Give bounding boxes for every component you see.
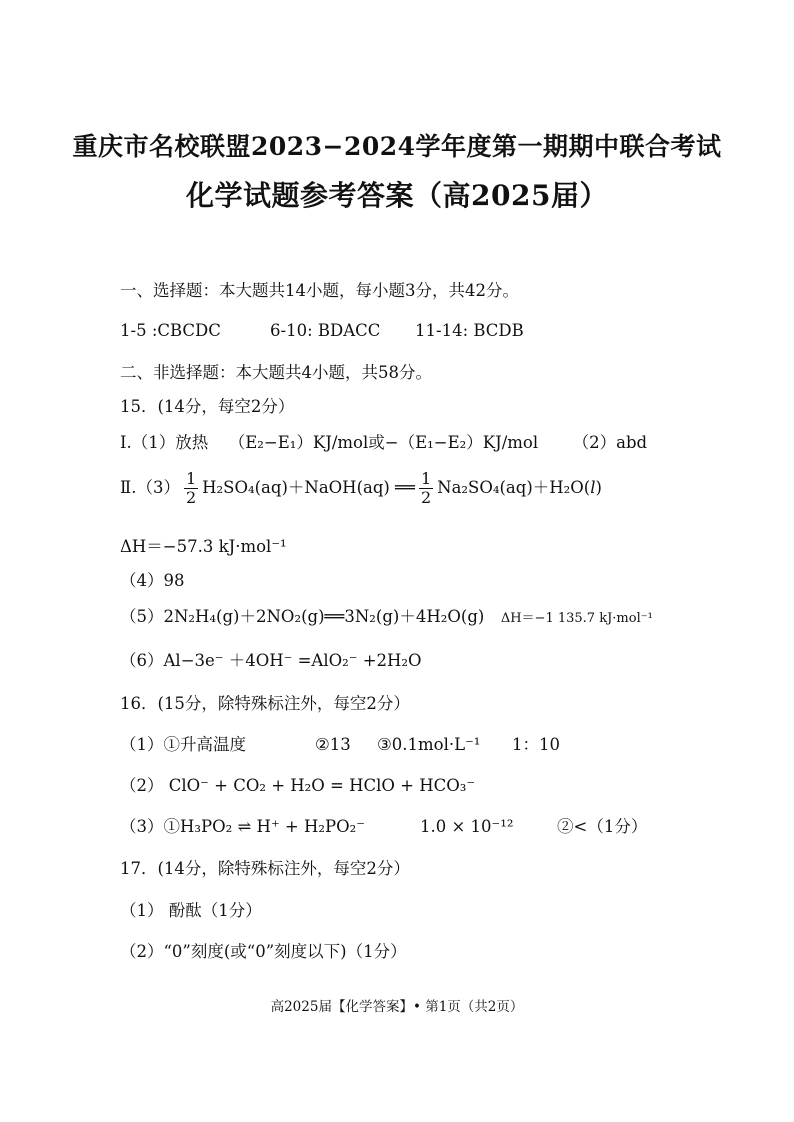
section1-heading: 一、选择题：本大题共14小题，每小题3分，共42分。: [120, 281, 519, 300]
equation-close-paren: ): [595, 478, 602, 497]
fraction-half: [184, 470, 198, 507]
answers-11-14: 11-14: BCDB: [415, 321, 524, 340]
section2-heading: 二、非选择题：本大题共4小题，共58分。: [120, 363, 432, 382]
q15-sub6: （6）Al−3e⁻ ＋4OH⁻ =AlO₂⁻ +2H₂O: [120, 651, 422, 670]
page-footer: 高2025届【化学答案】• 第1页（共2页）: [270, 999, 524, 1015]
q16-sub1: [120, 734, 560, 756]
q16-sub3-compare: ②<（1分）: [557, 817, 648, 836]
multiple-choice-answers: [120, 320, 524, 342]
q16-sub1-c: ③0.1mol·L⁻¹: [377, 735, 481, 754]
q15-or: 或: [368, 433, 385, 452]
q16-sub2: （2） ClO⁻ + CO₂ + H₂O = HClO + HCO₃⁻: [120, 776, 476, 795]
q15-sub5-equation: （5）2N₂H₄(g)＋2NO₂(g)══3N₂(g)＋4H₂O(g): [120, 607, 485, 626]
liquid-state-symbol: l: [590, 478, 596, 497]
q15-sub5-enthalpy: ΔH＝−1 135.7 kJ·mol⁻¹: [500, 611, 653, 626]
q16-sub1-b: ②13: [315, 735, 351, 754]
q17-sub1: （1） 酚酞（1分）: [120, 901, 262, 920]
q15-heading: 15．(14分，每空2分）: [120, 397, 295, 416]
q15-part2-equation: [120, 470, 602, 507]
q15-sub2: （2）abd: [572, 433, 648, 452]
q15-enthalpy: ΔH＝−57.3 kJ·mol⁻¹: [120, 537, 287, 556]
q16-sub1-d: 1：10: [512, 735, 560, 754]
equation-left-side: H₂SO₄(aq)＋NaOH(aq) ══: [202, 478, 415, 497]
q15-part1-prefix: Ⅰ.（1）放热: [120, 433, 209, 452]
equation-right-side: Na₂SO₄(aq)＋H₂O(: [437, 478, 591, 497]
fraction-denominator: 2: [185, 488, 197, 507]
fraction-numerator: 1: [420, 469, 432, 488]
answer-key-title: 化学试题参考答案（高2025届）: [186, 179, 608, 212]
q17-sub2: （2）“0”刻度(或“0”刻度以下)（1分）: [120, 942, 407, 961]
q15-answer-a: （E₂−E₁）KJ/mol: [228, 433, 369, 452]
q15-sub4: （4）98: [120, 571, 185, 590]
q16-heading: 16．(15分，除特殊标注外，每空2分）: [120, 694, 410, 713]
q15-sub5: [120, 606, 653, 630]
q16-sub1-a: （1）①升高温度: [120, 735, 246, 754]
q15-answer-b: −（E₁−E₂）KJ/mol: [384, 433, 539, 452]
q16-sub3-constant: 1.0 × 10⁻¹²: [420, 817, 514, 836]
fraction-denominator: 2: [420, 488, 432, 507]
fraction-numerator: 1: [185, 469, 197, 488]
q15-part1: [120, 432, 647, 454]
answers-1-5: 1-5 :CBCDC: [120, 321, 221, 340]
fraction-half: [419, 470, 433, 507]
q17-heading: 17．(14分，除特殊标注外，每空2分）: [120, 859, 410, 878]
answers-6-10: 6-10: BDACC: [270, 321, 381, 340]
exam-title: 重庆市名校联盟2023−2024学年度第一期期中联合考试: [72, 132, 722, 161]
q16-sub3-equation: （3）①H₃PO₂ ⇌ H⁺ + H₂PO₂⁻: [120, 817, 365, 836]
q16-sub3: [120, 816, 647, 838]
q15-part2-prefix: Ⅱ.（3）: [120, 478, 180, 497]
